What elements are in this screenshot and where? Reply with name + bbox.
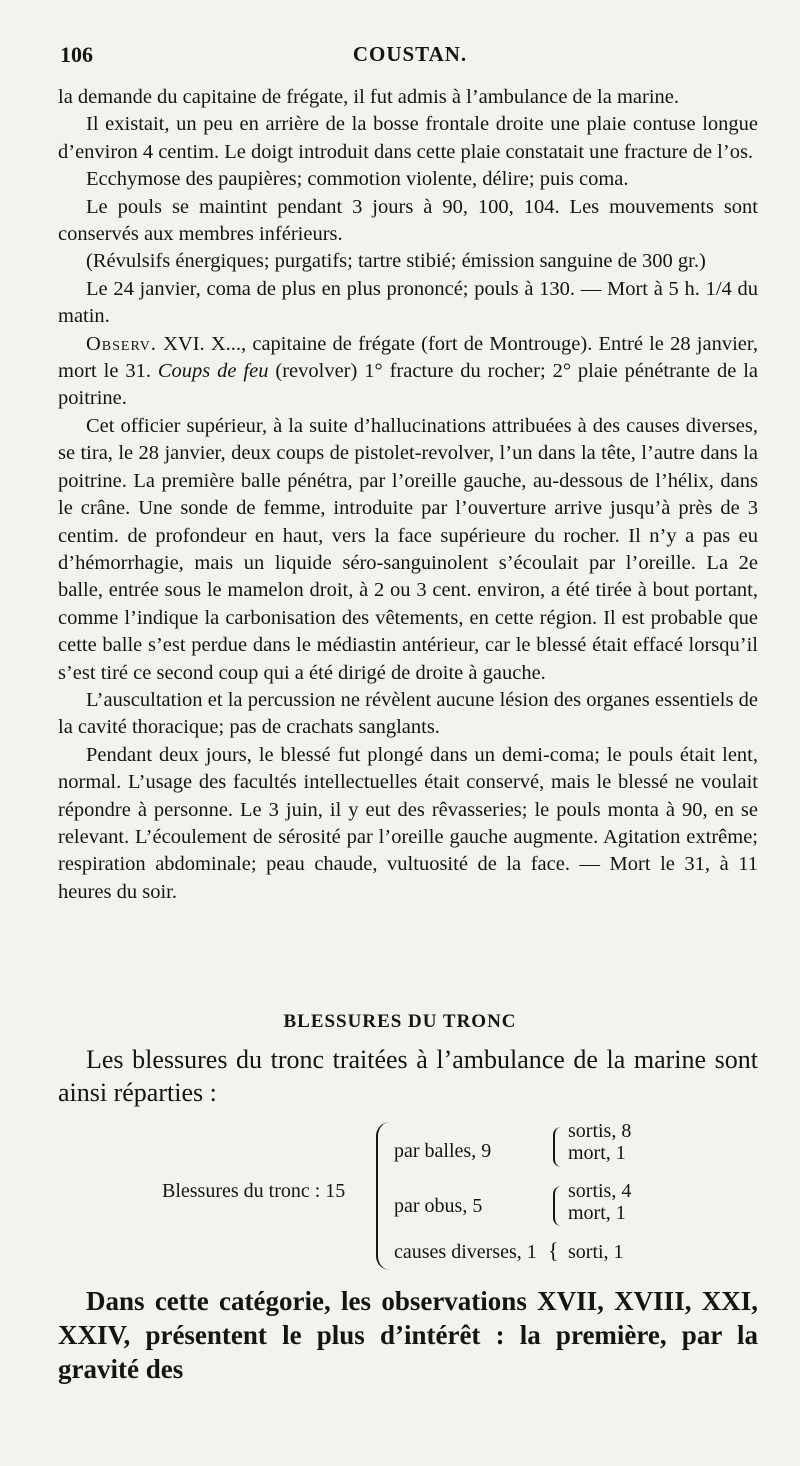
paragraph: la demande du capitaine de frégate, il fut admis à l’ambulance de la marine. — [58, 86, 679, 108]
paragraph: (Révulsifs énergiques; purgatifs; tartre stibié; émission sanguine de 300 gr.) — [86, 250, 706, 273]
observation-label: Observ. — [86, 332, 157, 355]
category-various: causes diverses, 1 — [394, 1241, 537, 1263]
closing-paragraph: Dans cette catégorie, les observations XVII, XVIII, XXI, XXIV, présentent le plus d’intérêt : la première, par la gravité des — [58, 1286, 758, 1384]
main-brace — [376, 1122, 390, 1270]
closing-text — [58, 1284, 758, 1386]
paragraph: Cet officier supérieur, à la suite d’hallucinations attribuées à des causes diverses, se tira, le 28 janvier, deux coups de pistolet-revolver, l’un dans la tête, l’autre dans la poitrine. La première balle pénétra, par l’oreille gauche, au-dessous de l’hélix, dans le crâne. Une sonde de femme, introduite par l’ouverture arrive jusqu’à près de 3 centim. de profondeur en haut, vers la face supérieure du rocher. Il n’y a pas eu d’hémorrhagie, mais un liquide séro-sanguinolent s’écoulait par l’oreille. La 2e balle, entrée sous le mamelon droit, à 2 ou 3 cent. environ, a été tirée à bout portant, comme l’indique la carbonisation des vêtements, en cette région. Il est probable que cette balle s’est perdue dans le médiastin antérieur, car le blessé était effacé lorsqu’il s’est tiré ce second coup qui a été dirigé de droite à gauche. — [58, 414, 758, 684]
section-heading: BLESSURES DU TRONC — [283, 1011, 517, 1032]
intro-paragraph: Les blessures du tronc traitées à l’ambulance de la marine sont ainsi réparties : — [58, 1045, 758, 1107]
outcome-discharged: sortis, 8 — [568, 1120, 632, 1142]
category-brace — [553, 1186, 562, 1226]
outcome-discharged: sorti, 1 — [568, 1241, 624, 1263]
breakdown-total: Blessures du tronc : 15 — [162, 1180, 346, 1202]
observation-text-end: (revolver) 1° fracture du rocher; 2° plaie pénétrante de la poitrine. — [58, 360, 758, 410]
paragraph: Il existait, un peu en arrière de la bosse frontale droite une plaie contuse longue d’environ 4 centim. Le doigt introduit dans cette plaie constatait une fracture de l’os. — [58, 113, 758, 163]
category-brace — [553, 1127, 562, 1167]
paragraph: Le pouls se maintint pendant 3 jours à 90, 100, 104. Les mouvements sont conservés aux membres inférieurs. — [58, 195, 758, 246]
paragraph: Ecchymose des paupières; commotion violente, délire; puis coma. — [86, 168, 629, 191]
category-brace: { — [548, 1238, 559, 1263]
page-header — [60, 42, 760, 72]
category-shells: par obus, 5 — [394, 1195, 483, 1217]
intro-text — [58, 1043, 758, 1109]
observation-heading — [58, 331, 758, 413]
body-text — [58, 84, 758, 906]
paragraph: L’auscultation et la percussion ne révèlent aucune lésion des organes essentiels de la cavité thoracique; pas de crachats sanglants. — [58, 688, 758, 739]
wound-breakdown — [0, 1120, 800, 1270]
paragraph: Pendant deux jours, le blessé fut plongé dans un demi-coma; le pouls était lent, normal. L’usage des facultés intellectuelles était conservé, mais le blessé ne voulait répondre à personne. Le 3 juin, il y eut des rêvasseries; le pouls monta à 90, en se relevant. L’écoulement de sérosité par l’oreille gauche augmente. Agitation extrême; respiration abdominale; peau chaude, vultuosité de la face. — Mort le 31, à 11 heures du soir. — [58, 743, 758, 903]
outcome-dead: mort, 1 — [568, 1142, 626, 1164]
paragraph: Le 24 janvier, coma de plus en plus prononcé; pouls à 130. — Mort à 5 h. 1/4 du matin. — [58, 277, 758, 328]
observation-text: XVI. X..., capitaine de frégate (fort de Montrouge). Entré le 28 janvier, mort le 31. — [58, 332, 758, 383]
observation-emphasis: Coups de feu — [157, 360, 269, 383]
page-number: 106 — [60, 42, 93, 67]
outcome-discharged: sortis, 4 — [568, 1180, 632, 1202]
outcome-dead: mort, 1 — [568, 1202, 626, 1224]
running-title: COUSTAN. — [352, 42, 468, 66]
category-bullets: par balles, 9 — [394, 1140, 492, 1162]
